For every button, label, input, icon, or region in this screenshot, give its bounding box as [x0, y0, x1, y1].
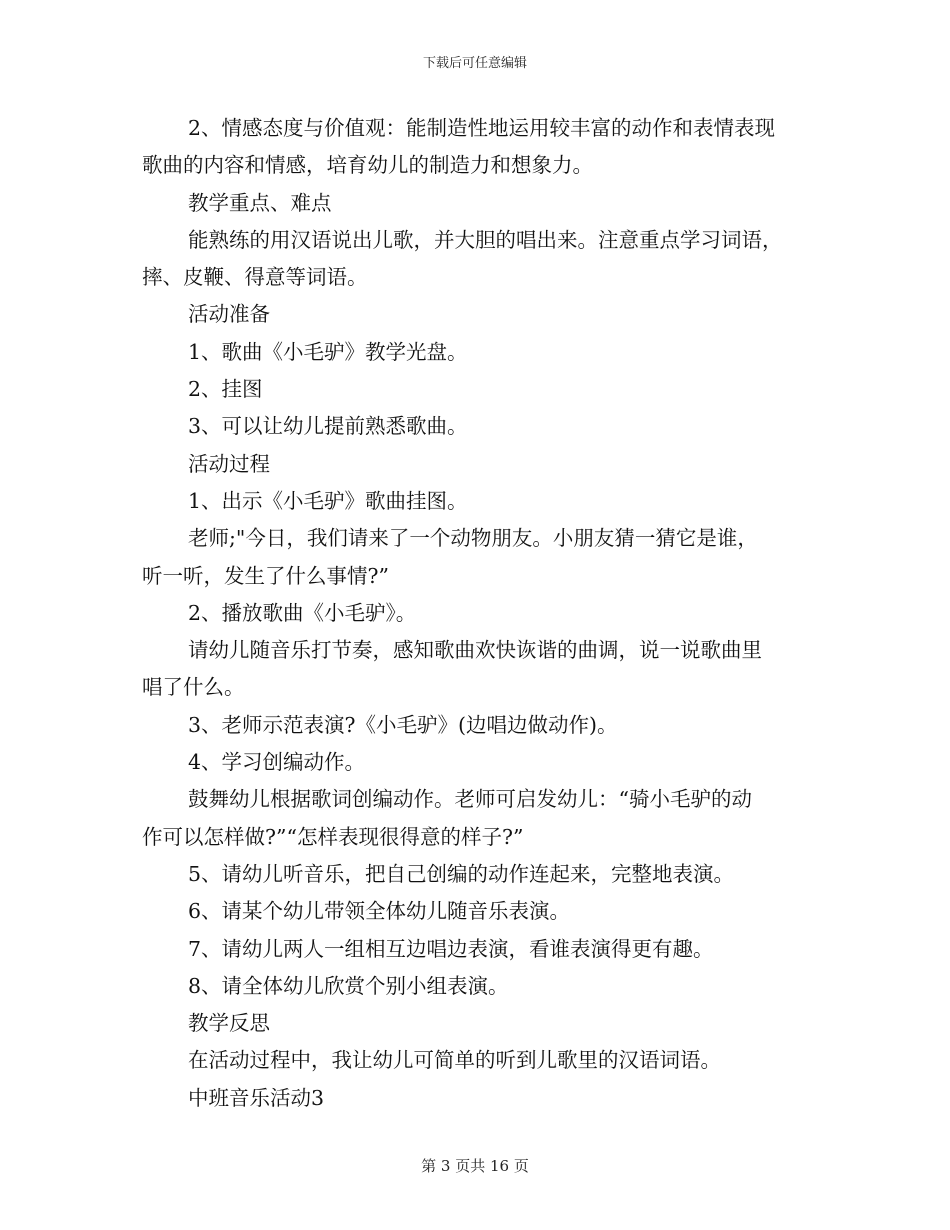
text-line: 摔、皮鞭、得意等词语。 — [142, 265, 368, 290]
document-body — [142, 110, 810, 1117]
text-line: 3、可以让幼儿提前熟悉歌曲。 — [188, 414, 468, 439]
text-line: 老师;"今日，我们请来了一个动物朋友。小朋友猜一猜它是谁， — [188, 526, 758, 551]
text-line: 教学反思 — [188, 1011, 270, 1036]
text-line: 活动过程 — [188, 451, 270, 476]
text-line: 歌曲的内容和情感，培育幼儿的制造力和想象力。 — [142, 153, 593, 178]
text-line: 请幼儿随音乐打节奏，感知歌曲欢快诙谐的曲调，说一说歌曲里 — [188, 638, 762, 663]
text-line: 鼓舞幼儿根据歌词创编动作。老师可启发幼儿：“骑小毛驴的动 — [188, 787, 752, 812]
text-line: 1、歌曲《小毛驴》教学光盘。 — [188, 339, 468, 364]
text-line: 1、出示《小毛驴》歌曲挂图。 — [188, 488, 468, 513]
text-line: 活动准备 — [188, 302, 270, 327]
text-line: 4、学习创编动作。 — [188, 750, 366, 775]
page-header: 下载后可任意编辑 — [422, 56, 527, 71]
text-line: 听一听，发生了什么事情?” — [142, 563, 389, 588]
text-line: 2、挂图 — [188, 377, 263, 402]
text-line: 中班音乐活动3 — [188, 1085, 325, 1110]
text-line: 唱了什么。 — [142, 675, 245, 700]
text-line: 作可以怎样做?”“怎样表现很得意的样子?” — [142, 824, 524, 849]
text-line: 5、请幼儿听音乐，把自己创编的动作连起来，完整地表演。 — [188, 861, 735, 886]
text-line: 教学重点、难点 — [188, 190, 332, 215]
text-line: 3、老师示范表演?《小毛驴》(边唱边做动作)。 — [188, 712, 618, 737]
text-line: 8、请全体幼儿欣赏个别小组表演。 — [188, 973, 509, 998]
text-line: 2、情感态度与价值观：能制造性地运用较丰富的动作和表情表现 — [188, 116, 776, 140]
text-line: 7、请幼儿两人一组相互边唱边表演，看谁表演得更有趣。 — [188, 936, 714, 961]
text-line: 在活动过程中，我让幼儿可简单的听到儿歌里的汉语词语。 — [188, 1048, 721, 1073]
text-line: 2、播放歌曲《小毛驴》。 — [188, 600, 417, 625]
page-footer: 第 3 页共 16 页 — [421, 1157, 529, 1175]
text-line: 6、请某个幼儿带领全体幼儿随音乐表演。 — [188, 899, 571, 924]
text-line: 能熟练的用汉语说出儿歌，并大胆的唱出来。注意重点学习词语， — [188, 227, 783, 252]
